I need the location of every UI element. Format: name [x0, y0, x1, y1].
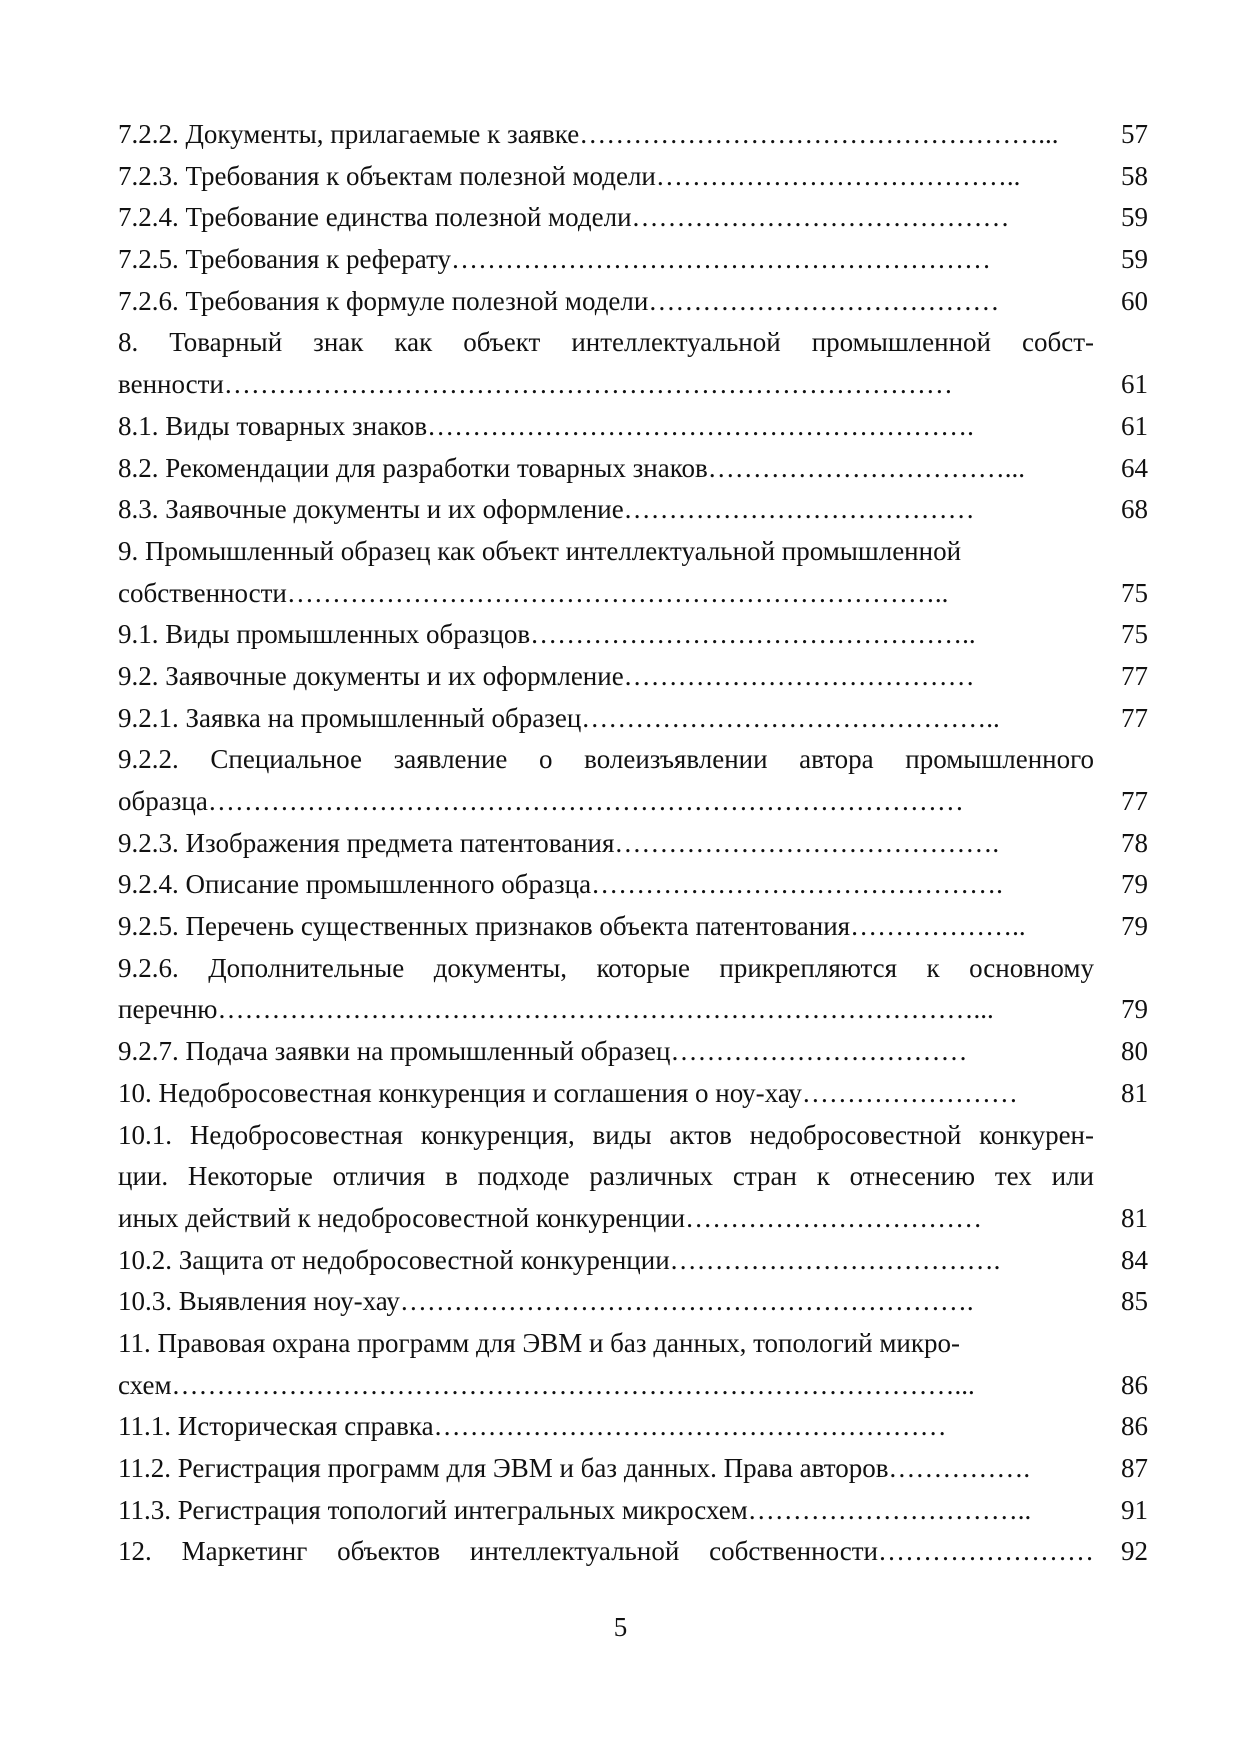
toc-entry-page: 68: [1121, 494, 1148, 525]
toc-entry: [118, 156, 1148, 198]
toc-entry: [118, 114, 1148, 156]
toc-entry-title: схем……………………………………………………………………………...: [118, 1369, 975, 1400]
toc-entry-continued: [118, 1115, 1148, 1157]
toc-entry-page: 59: [1121, 244, 1148, 275]
toc-entry: [118, 781, 1148, 823]
toc-entry-title: 11.1. Историческая справка…………………………………………………: [118, 1411, 947, 1442]
toc-entry-continued: [118, 322, 1148, 364]
toc-entry-title: 8.1. Виды товарных знаков…………………………………………………….: [118, 410, 974, 441]
toc-entry-page: 78: [1121, 827, 1148, 858]
toc-entry-title: 9.2.6. Дополнительные документы, которые прикрепляются к основному: [118, 952, 1094, 983]
toc-entry-continued: [118, 1156, 1148, 1198]
toc-entry-title: 7.2.4. Требование единства полезной модели……………………………………: [118, 202, 1010, 233]
toc-entry: [118, 1031, 1148, 1073]
toc-entry: [118, 573, 1148, 615]
toc-entry-page: 58: [1121, 160, 1148, 191]
toc-entry-page: 59: [1121, 202, 1148, 233]
toc-entry-title: 9.2.4. Описание промышленного образца……………………………………….: [118, 869, 1003, 900]
toc-entry-page: 92: [1121, 1536, 1148, 1567]
toc-entry-title: 9.2. Заявочные документы и их оформление…………………………………: [118, 660, 975, 691]
toc-entry-title: 9.2.2. Специальное заявление о волеизъявлении автора промышленного: [118, 744, 1094, 775]
toc-entry: [118, 906, 1148, 948]
toc-entry-page: 79: [1121, 911, 1148, 942]
toc-entry-page: 86: [1121, 1369, 1148, 1400]
toc-entry: [118, 656, 1148, 698]
toc-entry-title: 9.2.1. Заявка на промышленный образец………………………………………..: [118, 702, 1000, 733]
toc-entry-title: перечню…………………………………………………………………………...: [118, 994, 994, 1025]
toc-entry-page: 79: [1121, 869, 1148, 900]
toc-entry-title: образца…………………………………………………………………………: [118, 786, 964, 816]
toc-entry-page: 84: [1121, 1244, 1148, 1275]
toc-entry: [118, 823, 1148, 865]
toc-entry-title: 12. Маркетинг объектов интеллектуальной собственности……………………: [118, 1536, 1094, 1567]
toc-entry-page: 87: [1121, 1453, 1148, 1483]
toc-entry: [118, 1406, 1148, 1448]
toc-entry-page: 64: [1121, 452, 1148, 483]
toc-entry-page: 61: [1121, 410, 1148, 441]
toc-entry: [118, 1365, 1148, 1407]
toc-entry-title: 10.3. Выявления ноу-хау……………………………………………………….: [118, 1286, 974, 1317]
toc-entry-page: 57: [1121, 119, 1148, 149]
toc-entry: [118, 1281, 1148, 1323]
toc-entry: [118, 197, 1148, 239]
toc-entry-title: 8. Товарный знак как объект интеллектуальной промышленной собст-: [118, 327, 1094, 358]
toc-entry-title: 11.2. Регистрация программ для ЭВМ и баз данных. Права авторов…………….: [118, 1453, 1031, 1483]
toc-entry-page: 81: [1121, 1202, 1148, 1233]
toc-entry-page: 75: [1121, 577, 1148, 608]
toc-entry-title: 7.2.3. Требования к объектам полезной модели…………………………………..: [118, 160, 1021, 191]
toc-entry: [118, 448, 1148, 490]
toc-entry: [118, 864, 1148, 906]
toc-entry-continued: [118, 1323, 1148, 1365]
toc-entry-title: 8.2. Рекомендации для разработки товарных знаков……………………………...: [118, 452, 1025, 483]
toc-entry-page: 75: [1121, 619, 1148, 650]
toc-entry-title: ции. Некоторые отличия в подходе различных стран к отнесению тех или: [118, 1161, 1094, 1192]
toc-entry: [118, 1198, 1148, 1240]
toc-entry-title: 9.2.7. Подача заявки на промышленный образец……………………………: [118, 1036, 968, 1067]
toc-entry: [118, 1240, 1148, 1282]
toc-entry-page: 85: [1121, 1286, 1148, 1317]
toc-entry-title: 7.2.2. Документы, прилагаемые к заявке……………………………………………...: [118, 119, 1059, 149]
toc-entry-title: собственности………………………………………………………………..: [118, 577, 949, 608]
toc-entry-page: 79: [1121, 994, 1148, 1025]
toc-entry: [118, 1490, 1148, 1532]
toc-entry-title: 10.2. Защита от недобросовестной конкуренции……………………………….: [118, 1244, 1001, 1275]
toc-entry-page: 77: [1121, 786, 1148, 816]
toc-entry-page: 60: [1121, 285, 1148, 316]
toc-entry: [118, 1448, 1148, 1490]
toc-entry: [118, 698, 1148, 740]
toc-entry-page: 91: [1121, 1494, 1148, 1525]
toc-entry: [118, 1073, 1148, 1115]
toc-entry-title: 8.3. Заявочные документы и их оформление…………………………………: [118, 494, 975, 525]
toc-entry-title: иных действий к недобросовестной конкуренции……………………………: [118, 1202, 983, 1233]
toc-entry: [118, 989, 1148, 1031]
toc-entry-continued: [118, 948, 1148, 990]
toc-entry-title: 9.2.5. Перечень существенных признаков объекта патентования………………..: [118, 911, 1026, 942]
page-number: 5: [613, 1612, 628, 1642]
toc-entry: [118, 364, 1148, 406]
toc-entry-page: 80: [1121, 1036, 1148, 1067]
toc-entry-title: 9.1. Виды промышленных образцов…………………………………………..: [118, 619, 976, 650]
toc-entry: [118, 1531, 1148, 1573]
toc-entry-title: 10.1. Недобросовестная конкуренция, виды актов недобросовестной конкурен-: [118, 1119, 1094, 1150]
toc-entry-page: 61: [1121, 369, 1148, 400]
toc-entry: [118, 614, 1148, 656]
toc-entry-page: 77: [1121, 660, 1148, 691]
table-of-contents: [118, 114, 1148, 1573]
toc-entry-continued: [118, 739, 1148, 781]
toc-entry-title: 7.2.5. Требования к реферату……………………………………………………: [118, 244, 992, 275]
toc-entry-page: 77: [1121, 702, 1148, 733]
toc-entry-title: 10. Недобросовестная конкуренция и соглашения о ноу-хау……………………: [118, 1077, 1018, 1108]
toc-entry-continued: [118, 531, 1148, 573]
toc-entry: [118, 406, 1148, 448]
toc-entry-title: 9.2.3. Изображения предмета патентования…………………………………….: [118, 827, 1000, 858]
toc-entry-title: венности………………………………………………………………………: [118, 369, 953, 400]
toc-entry: [118, 239, 1148, 281]
toc-entry-title: 9. Промышленный образец как объект интеллектуальной промышленной: [118, 535, 962, 566]
toc-entry-title: 7.2.6. Требования к формуле полезной модели…………………………………: [118, 285, 1000, 316]
toc-entry-page: 81: [1121, 1077, 1148, 1108]
toc-entry-page: 86: [1121, 1411, 1148, 1442]
toc-entry: [118, 489, 1148, 531]
toc-entry-title: 11. Правовая охрана программ для ЭВМ и баз данных, топологий микро-: [118, 1327, 960, 1358]
toc-entry: [118, 281, 1148, 323]
toc-entry-title: 11.3. Регистрация топологий интегральных микросхем…………………………..: [118, 1494, 1032, 1525]
